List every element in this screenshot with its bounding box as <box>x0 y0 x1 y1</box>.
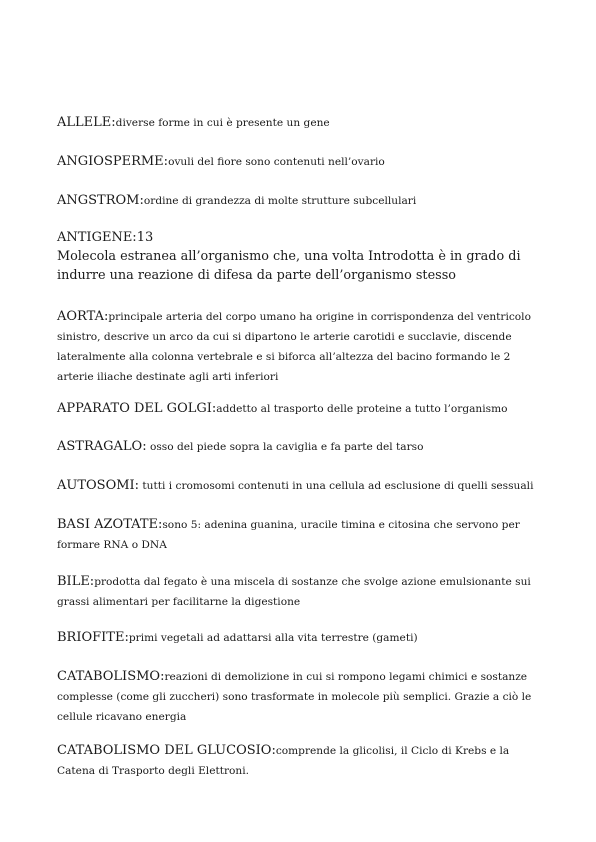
entry-angstrom <box>57 190 541 210</box>
entry-definition: comprende la glicolisi, il Ciclo di Krebs e la Catena di Trasporto degli Elettroni. <box>57 745 510 777</box>
entry-angiosperme <box>57 151 541 171</box>
entry-briofite <box>57 627 541 647</box>
entry-term: ALLELE: <box>57 115 116 130</box>
entry-term: ANTIGENE:13 <box>57 230 154 245</box>
entry-term: BRIOFITE: <box>57 630 129 645</box>
entry-term: APPARATO DEL GOLGI: <box>57 401 217 416</box>
entry-bile <box>57 571 541 611</box>
entry-term: AUTOSOMI: <box>57 478 140 493</box>
entry-astragalo <box>57 436 541 456</box>
entry-definition: ordine di grandezza di molte strutture subcellulari <box>143 195 417 207</box>
entry-term: CATABOLISMO: <box>57 669 165 684</box>
entry-autosomi <box>57 475 541 495</box>
entry-definition: reazioni di demolizione in cui si rompono legami chimici e sostanze complesse (come gli zuccheri) sono trasformate in molecole più semplici. Grazie a ciò le cellule ricavano energia <box>57 671 532 723</box>
entry-definition: sono 5: adenina guanina, uracile timina e citosina che servono per formare RNA o DNA <box>57 519 520 551</box>
entry-term: CATABOLISMO DEL GLUCOSIO: <box>57 743 276 758</box>
entry-definition: principale arteria del corpo umano ha origine in corrispondenza del ventricolo sinistro, descrive un arco da cui si dipartono le arterie carotidi e succlavie, discende lateralmente alla colonna vertebrale e si biforca all’altezza del bacino formando le 2 arterie iliache destinate agli arti inferiori <box>57 311 531 383</box>
entry-antigene <box>57 228 541 285</box>
entry-aorta <box>57 306 541 386</box>
entry-term: ASTRAGALO: <box>57 439 147 454</box>
entry-definition: diverse forme in cui è presente un gene <box>115 117 330 129</box>
entry-term: AORTA: <box>57 309 109 324</box>
entry-basi-azotate <box>57 514 541 554</box>
entry-catabolismo-del-glucosio <box>57 740 541 780</box>
entry-allele <box>57 112 541 132</box>
entry-term: ANGIOSPERME: <box>57 154 169 169</box>
entry-definition: prodotta dal fegato è una miscela di sostanze che svolge azione emulsionante sui grassi alimentari per facilitarne la digestione <box>57 576 531 608</box>
entry-definition: ovuli del fiore sono contenuti nell’ovario <box>168 156 385 168</box>
entry-definition: osso del piede sopra la caviglia e fa parte del tarso <box>146 441 424 453</box>
entry-term: BILE: <box>57 574 95 589</box>
entry-definition: primi vegetali ad adattarsi alla vita terrestre (gameti) <box>128 632 418 644</box>
entry-term: BASI AZOTATE: <box>57 517 163 532</box>
entry-definition: addetto al trasporto delle proteine a tutto l’organismo <box>216 403 508 415</box>
entry-definition: tutti i cromosomi contenuti in una cellula ad esclusione di quelli sessuali <box>139 480 534 492</box>
entry-catabolismo <box>57 666 541 726</box>
entry-definition: Molecola estranea all’organismo che, una volta Introdotta è in grado di indurre una reazione di difesa da parte dell’organismo stesso <box>57 249 521 283</box>
entry-term: ANGSTROM: <box>57 193 144 208</box>
entry-apparato-del-golgi <box>57 398 541 418</box>
